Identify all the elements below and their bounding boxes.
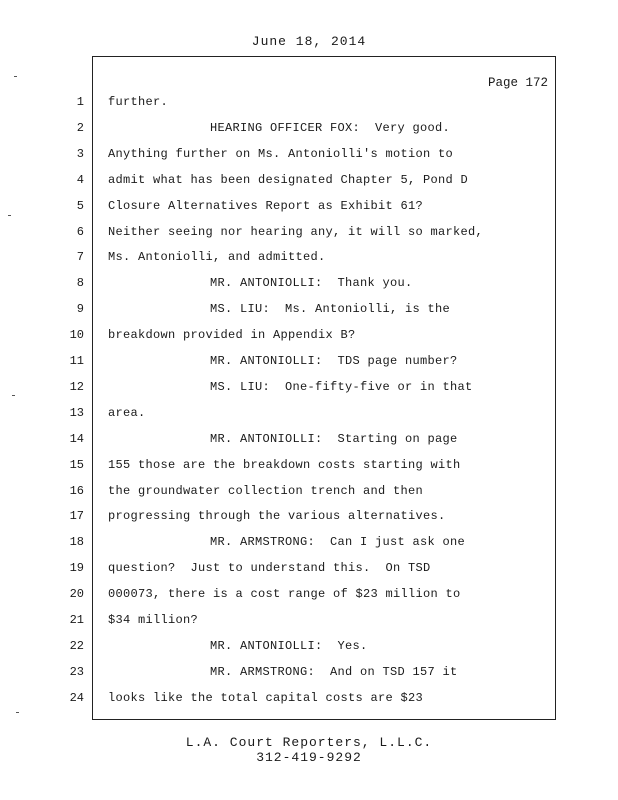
- line-number: 9: [76, 302, 84, 317]
- transcript-date: June 18, 2014: [251, 34, 367, 49]
- transcript-line-text: breakdown provided in Appendix B?: [108, 328, 356, 343]
- line-number: 6: [76, 224, 84, 239]
- transcript-line-text: looks like the total capital costs are $23: [108, 690, 424, 705]
- transcript-line-text: MS. LIU: One-fifty-five or in that: [210, 379, 473, 394]
- transcript-line-text: MR. ANTONIOLLI: Yes.: [210, 638, 368, 653]
- line-number: 4: [76, 172, 84, 187]
- line-number: 2: [76, 120, 84, 135]
- transcript-line-text: 000073, there is a cost range of $23 million to: [108, 587, 461, 602]
- transcript-line-text: Anything further on Ms. Antoniolli's motion to: [108, 146, 454, 161]
- transcript-line-text: MR. ARMSTRONG: Can I just ask one: [210, 535, 466, 550]
- transcript-line-text: MR. ANTONIOLLI: Starting on page: [210, 431, 458, 446]
- transcript-line-text: the groundwater collection trench and then: [108, 483, 424, 498]
- line-number: 22: [69, 638, 84, 653]
- transcript-line-text: HEARING OFFICER FOX: Very good.: [210, 120, 451, 135]
- transcript-line-text: Neither seeing nor hearing any, it will so marked,: [108, 224, 484, 239]
- page-number: Page 172: [487, 76, 548, 90]
- line-number: 17: [69, 509, 84, 524]
- line-number: 7: [76, 250, 84, 265]
- line-number: 15: [69, 457, 84, 472]
- line-number: 16: [69, 483, 84, 498]
- reporter-phone: 312-419-9292: [256, 750, 362, 765]
- line-number: 24: [69, 690, 84, 705]
- line-number: 18: [69, 535, 84, 550]
- reporter-company: L.A. Court Reporters, L.L.C.: [185, 735, 433, 750]
- line-number: 21: [69, 613, 84, 627]
- transcript-line-text: Ms. Antoniolli, and admitted.: [108, 250, 326, 265]
- line-number: 14: [69, 431, 84, 446]
- transcript-line-text: 155 those are the breakdown costs starting with: [108, 457, 461, 472]
- transcript-line-text: MR. ANTONIOLLI: Thank you.: [210, 276, 413, 291]
- line-number: 3: [76, 146, 84, 161]
- line-number: 10: [69, 328, 84, 343]
- scan-speck: [8, 215, 11, 216]
- transcript-line-text: progressing through the various alternatives.: [108, 509, 446, 524]
- scan-speck: [12, 395, 15, 396]
- line-number: 12: [69, 379, 84, 394]
- transcript-line-text: admit what has been designated Chapter 5, Pond D: [108, 172, 469, 187]
- transcript-line-text: further.: [108, 95, 169, 109]
- line-number: 11: [69, 354, 84, 368]
- line-number: 20: [69, 587, 84, 602]
- line-number: 19: [69, 561, 84, 576]
- transcript-line-text: MR. ANTONIOLLI: TDS page number?: [210, 354, 458, 368]
- line-number: 13: [69, 405, 84, 420]
- line-number: 23: [69, 664, 84, 679]
- transcript-line-text: MR. ARMSTRONG: And on TSD 157 it: [210, 664, 458, 679]
- transcript-line-text: area.: [108, 405, 146, 420]
- transcript-line-text: question? Just to understand this. On TSD: [108, 561, 431, 576]
- scan-speck: [14, 76, 17, 77]
- line-number: 5: [76, 198, 84, 213]
- transcript-line-text: $34 million?: [108, 613, 199, 627]
- line-number: 8: [76, 276, 84, 291]
- line-number: 1: [76, 95, 84, 109]
- transcript-line-text: MS. LIU: Ms. Antoniolli, is the: [210, 302, 451, 317]
- scan-speck: [16, 712, 19, 713]
- transcript-line-text: Closure Alternatives Report as Exhibit 61?: [108, 198, 424, 213]
